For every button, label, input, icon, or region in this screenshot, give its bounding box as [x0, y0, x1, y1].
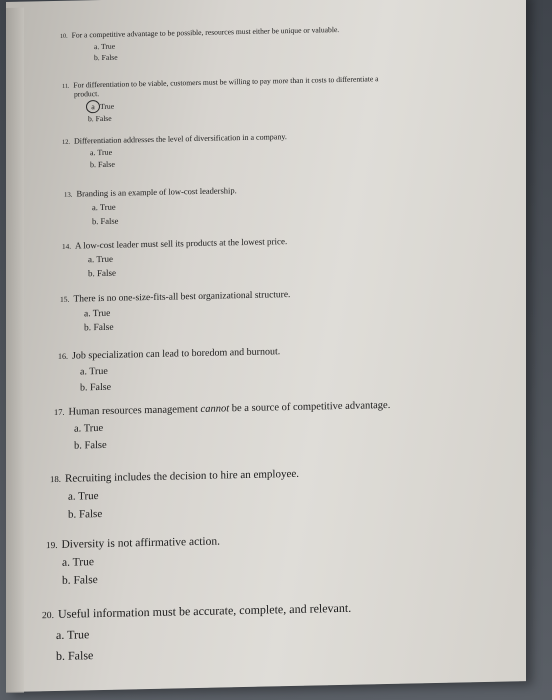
answer-circle-mark: a — [86, 100, 100, 113]
question-number: 16. — [58, 351, 68, 361]
worksheet-page — [6, 0, 526, 692]
question-number: 17. — [54, 407, 65, 417]
question-number: 12. — [62, 138, 70, 146]
question-text: Diversity is not affirmative action. — [61, 535, 220, 551]
page-fold-shadow — [6, 8, 24, 693]
question-15 — [60, 290, 290, 334]
question-text-rest: be a source of competitive advantage. — [229, 399, 391, 415]
question-20 — [42, 601, 351, 664]
question-text-emphasis: cannot — [200, 403, 230, 415]
question-10 — [60, 25, 339, 63]
question-text: There is no one-size-fits-all best organizational structure. — [73, 290, 291, 305]
question-number: 13. — [64, 191, 73, 199]
question-text: Human resources management — [68, 403, 201, 418]
option-a: a. True — [56, 627, 90, 642]
question-16 — [58, 346, 280, 394]
question-text: Useful information must be accurate, complete, and relevant. — [58, 600, 352, 621]
question-18 — [50, 468, 299, 521]
option-b: b. False — [74, 439, 107, 452]
question-number: 18. — [50, 473, 61, 485]
option-a: a. True — [94, 41, 116, 52]
option-b: b. False — [80, 381, 112, 394]
option-b: b. False — [56, 648, 94, 663]
question-text: For differentiation to be viable, customers must be willing to pay more than it costs to differentiate a — [73, 74, 379, 90]
option-b: b. False — [94, 52, 118, 63]
question-text: A low-cost leader must sell its products at the lowest price. — [74, 236, 288, 251]
question-13 — [64, 185, 237, 227]
option-a-circled: a True — [86, 94, 378, 113]
option-b: b. False — [92, 215, 119, 227]
question-17 — [54, 400, 390, 452]
option-a: a. True — [84, 308, 111, 320]
question-number: 20. — [42, 609, 54, 622]
option-a: a. True — [74, 422, 104, 435]
question-number: 10. — [60, 33, 68, 40]
option-b: b. False — [62, 574, 98, 587]
question-11 — [62, 74, 378, 124]
question-text: Differentiation addresses the level of diversification in a company. — [74, 132, 287, 146]
question-text: Job specialization can lead to boredom and burnout. — [72, 346, 281, 362]
option-b: b. False — [88, 267, 116, 279]
question-text-continued: product. — [74, 89, 100, 99]
question-14 — [62, 236, 287, 279]
option-b: b. False — [90, 159, 115, 170]
option-b: b. False — [88, 113, 112, 124]
question-text: For a competitive advantage to be possible, resources must either be unique or valuable. — [71, 25, 340, 40]
question-19 — [46, 536, 220, 588]
question-number: 14. — [62, 242, 71, 251]
question-number: 11. — [62, 83, 70, 90]
question-12 — [62, 132, 287, 170]
option-a: a. True — [80, 365, 108, 378]
option-b: b. False — [84, 322, 114, 334]
question-text: Branding is an example of low-cost leadership. — [76, 185, 237, 199]
option-a: a. True — [90, 147, 113, 158]
option-a: a. True — [62, 556, 94, 569]
option-a: a. True — [92, 201, 116, 213]
question-number: 19. — [46, 539, 58, 551]
question-number: 15. — [60, 294, 70, 304]
question-text: Recruiting includes the decision to hire an employee. — [65, 467, 299, 485]
option-b: b. False — [68, 507, 103, 521]
option-a: a. True — [68, 490, 99, 503]
option-a: a. True — [88, 253, 114, 265]
